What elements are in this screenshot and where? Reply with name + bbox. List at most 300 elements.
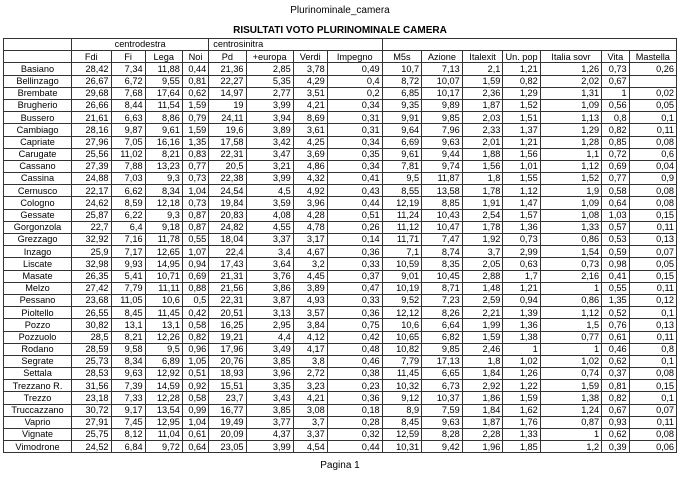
value-cell: 1,88 xyxy=(462,148,503,160)
value-cell: 6,63 xyxy=(111,112,145,124)
value-cell: 1,12 xyxy=(540,307,601,319)
value-cell: 8,86 xyxy=(145,112,182,124)
value-cell: 0,93 xyxy=(602,416,629,428)
value-cell: 11,54 xyxy=(145,99,182,111)
value-cell: 3,78 xyxy=(293,63,327,75)
value-cell: 1,96 xyxy=(462,441,503,453)
value-cell: 1,78 xyxy=(462,221,503,233)
value-cell: 2,88 xyxy=(462,270,503,282)
value-cell: 0,37 xyxy=(602,368,629,380)
column-header: Impegno xyxy=(327,51,382,63)
value-cell: 0,79 xyxy=(182,112,208,124)
comune-name-cell: Bellinzago xyxy=(4,75,72,87)
value-cell: 27,39 xyxy=(72,160,112,172)
value-cell: 4,32 xyxy=(293,173,327,185)
value-cell: 1,21 xyxy=(503,282,540,294)
value-cell: 20,83 xyxy=(209,209,246,221)
value-cell: 7,05 xyxy=(111,136,145,148)
value-cell: 1,52 xyxy=(503,99,540,111)
value-cell: 3,61 xyxy=(293,124,327,136)
value-cell: 0,51 xyxy=(182,368,208,380)
comune-name-cell: Settala xyxy=(4,368,72,380)
value-cell: 22,4 xyxy=(209,246,246,258)
value-cell: 9,01 xyxy=(382,270,422,282)
value-cell: 0,73 xyxy=(182,173,208,185)
value-cell: 1,99 xyxy=(462,319,503,331)
value-cell: 0,38 xyxy=(327,368,382,380)
value-cell: 3,7 xyxy=(462,246,503,258)
value-cell: 0,67 xyxy=(602,75,629,87)
value-cell: 7,79 xyxy=(111,282,145,294)
value-cell: 2,1 xyxy=(462,63,503,75)
value-cell: 20,51 xyxy=(209,307,246,319)
value-cell: 7,03 xyxy=(111,173,145,185)
value-cell: 23,7 xyxy=(209,392,246,404)
comune-name-cell: Cologno xyxy=(4,197,72,209)
value-cell: 0,99 xyxy=(182,404,208,416)
value-cell: 9,89 xyxy=(422,99,463,111)
value-cell: 1,87 xyxy=(462,416,503,428)
value-cell: 25,87 xyxy=(72,209,112,221)
value-cell: 10,47 xyxy=(422,221,463,233)
value-cell: 0,11 xyxy=(629,124,676,136)
value-cell: 1,7 xyxy=(503,270,540,282)
table-row xyxy=(4,258,677,270)
value-cell: 0,12 xyxy=(629,294,676,306)
table-row xyxy=(4,173,677,185)
value-cell: 0,08 xyxy=(629,368,676,380)
value-cell: 4,4 xyxy=(246,331,293,343)
table-row xyxy=(4,392,677,404)
value-cell: 3,59 xyxy=(246,197,293,209)
value-cell: 2,46 xyxy=(462,343,503,355)
value-cell: 0,4 xyxy=(327,75,382,87)
comune-name-cell: Bussero xyxy=(4,112,72,124)
value-cell: 1,1 xyxy=(540,148,601,160)
value-cell: 1,57 xyxy=(503,209,540,221)
value-cell: 26,66 xyxy=(72,99,112,111)
table-body xyxy=(4,63,677,453)
value-cell: 1,5 xyxy=(540,319,601,331)
value-cell: 3,51 xyxy=(293,87,327,99)
table-header xyxy=(4,39,677,63)
table-row xyxy=(4,331,677,343)
value-cell: 0,59 xyxy=(602,246,629,258)
value-cell: 1,84 xyxy=(462,404,503,416)
comune-name-cell: Basiano xyxy=(4,63,72,75)
value-cell: 3,4 xyxy=(246,246,293,258)
value-cell: 0,98 xyxy=(602,258,629,270)
comune-name-cell: Masate xyxy=(4,270,72,282)
value-cell: 9,5 xyxy=(145,343,182,355)
value-cell: 1,29 xyxy=(540,124,601,136)
value-cell: 9,12 xyxy=(382,392,422,404)
value-cell: 3,37 xyxy=(293,429,327,441)
value-cell: 24,54 xyxy=(209,185,246,197)
value-cell: 7,13 xyxy=(422,63,463,75)
value-cell: 1,33 xyxy=(540,221,601,233)
value-cell: 10,7 xyxy=(382,63,422,75)
table-row xyxy=(4,99,677,111)
table-row xyxy=(4,319,677,331)
value-cell: 7,68 xyxy=(111,87,145,99)
value-cell: 1,09 xyxy=(540,197,601,209)
value-cell: 3,37 xyxy=(246,234,293,246)
value-cell: 6,72 xyxy=(111,75,145,87)
value-cell: 11,02 xyxy=(111,148,145,160)
value-cell: 1,59 xyxy=(182,124,208,136)
value-cell: 0,08 xyxy=(629,429,676,441)
comune-name-cell: Pozzuolo xyxy=(4,331,72,343)
value-cell: 23,05 xyxy=(209,441,246,453)
value-cell: 7,39 xyxy=(111,380,145,392)
comune-name-cell: Trezzano R. xyxy=(4,380,72,392)
value-cell: 3,23 xyxy=(293,380,327,392)
value-cell: 17,13 xyxy=(422,355,463,367)
value-cell: 1,85 xyxy=(503,441,540,453)
value-cell: 1 xyxy=(540,429,601,441)
value-cell: 0,5 xyxy=(182,294,208,306)
value-cell: 14,59 xyxy=(145,380,182,392)
value-cell: 0,8 xyxy=(602,112,629,124)
comune-name-cell: Trezzo xyxy=(4,392,72,404)
value-cell: 7,34 xyxy=(111,63,145,75)
value-cell: 2,72 xyxy=(293,368,327,380)
value-cell: 0,28 xyxy=(327,416,382,428)
value-cell: 0,62 xyxy=(602,429,629,441)
value-cell: 0,34 xyxy=(327,99,382,111)
value-cell: 19,49 xyxy=(209,416,246,428)
value-cell: 0,32 xyxy=(327,429,382,441)
table-row xyxy=(4,355,677,367)
value-cell: 0,36 xyxy=(327,392,382,404)
value-cell: 22,17 xyxy=(72,185,112,197)
value-cell: 0,11 xyxy=(629,416,676,428)
value-cell: 0,08 xyxy=(629,185,676,197)
value-cell: 26,55 xyxy=(72,307,112,319)
value-cell: 8,69 xyxy=(293,112,327,124)
value-cell: 0,33 xyxy=(327,294,382,306)
value-cell: 0,13 xyxy=(629,319,676,331)
comune-name-cell: Cambiago xyxy=(4,124,72,136)
value-cell: 13,54 xyxy=(145,404,182,416)
value-cell: 1,04 xyxy=(182,416,208,428)
value-cell: 0,41 xyxy=(602,270,629,282)
value-cell: 3,42 xyxy=(246,136,293,148)
value-cell: 8,74 xyxy=(422,246,463,258)
value-cell: 28,5 xyxy=(72,331,112,343)
table-row xyxy=(4,429,677,441)
value-cell: 0,92 xyxy=(182,380,208,392)
value-cell: 1,52 xyxy=(540,173,601,185)
comune-name-cell: Pozzo xyxy=(4,319,72,331)
value-cell: 20,09 xyxy=(209,429,246,441)
value-cell: 0,14 xyxy=(327,234,382,246)
table-row xyxy=(4,197,677,209)
value-cell: 2,99 xyxy=(503,246,540,258)
value-cell: 2,01 xyxy=(462,136,503,148)
table-row xyxy=(4,221,677,233)
value-cell: 10,19 xyxy=(382,282,422,294)
value-cell: 8,34 xyxy=(145,185,182,197)
value-cell: 0,77 xyxy=(540,331,601,343)
value-cell: 9,63 xyxy=(422,416,463,428)
value-cell: 17,58 xyxy=(209,136,246,148)
value-cell: 11,87 xyxy=(422,173,463,185)
value-cell: 25,9 xyxy=(72,246,112,258)
value-cell: 4,86 xyxy=(293,160,327,172)
column-header: Mastella xyxy=(629,51,676,63)
table-row xyxy=(4,63,677,75)
value-cell: 10,32 xyxy=(382,380,422,392)
value-cell: 21,31 xyxy=(209,270,246,282)
value-cell: 11,88 xyxy=(145,63,182,75)
value-cell: 21,56 xyxy=(209,282,246,294)
value-cell: 0,87 xyxy=(182,221,208,233)
value-cell: 22,31 xyxy=(209,148,246,160)
value-cell: 1,56 xyxy=(503,148,540,160)
value-cell: 3,89 xyxy=(246,124,293,136)
value-cell: 16,16 xyxy=(145,136,182,148)
comune-name-cell: Vimodrone xyxy=(4,441,72,453)
comune-name-cell: Cassano xyxy=(4,160,72,172)
value-cell: 1,04 xyxy=(182,185,208,197)
value-cell: 9,58 xyxy=(111,343,145,355)
value-cell: 0,46 xyxy=(602,343,629,355)
value-cell: 4,12 xyxy=(293,331,327,343)
value-cell: 1,8 xyxy=(462,355,503,367)
comune-name-cell: Liscate xyxy=(4,258,72,270)
value-cell: 4,78 xyxy=(293,221,327,233)
value-cell: 3,76 xyxy=(246,270,293,282)
value-cell: 0,88 xyxy=(182,282,208,294)
value-cell: 1,91 xyxy=(462,197,503,209)
value-cell: 1,9 xyxy=(540,185,601,197)
value-cell: 0,64 xyxy=(182,441,208,453)
value-cell: 0,77 xyxy=(602,173,629,185)
value-cell: 0,75 xyxy=(327,319,382,331)
value-cell: 1,86 xyxy=(462,392,503,404)
value-cell: 0,11 xyxy=(629,282,676,294)
value-cell: 3,43 xyxy=(246,392,293,404)
value-cell: 8,55 xyxy=(382,185,422,197)
value-cell: 9,87 xyxy=(111,124,145,136)
value-cell: 0,46 xyxy=(327,355,382,367)
comune-name-cell: Grezzago xyxy=(4,234,72,246)
column-header: Italexit xyxy=(462,51,503,63)
value-cell: 2,33 xyxy=(462,124,503,136)
value-cell: 1 xyxy=(503,343,540,355)
value-cell: 0,58 xyxy=(182,392,208,404)
value-cell: 0,05 xyxy=(629,258,676,270)
value-cell: 2,92 xyxy=(462,380,503,392)
value-cell: 18,04 xyxy=(209,234,246,246)
value-cell: 15,51 xyxy=(209,380,246,392)
value-cell: 10,45 xyxy=(422,270,463,282)
value-cell: 0,44 xyxy=(327,441,382,453)
comune-name-cell: Vaprio xyxy=(4,416,72,428)
value-cell: 1,84 xyxy=(462,368,503,380)
value-cell: 10,31 xyxy=(382,441,422,453)
table-row xyxy=(4,404,677,416)
value-cell: 13,58 xyxy=(422,185,463,197)
value-cell: 0,53 xyxy=(602,234,629,246)
value-cell: 9,85 xyxy=(422,343,463,355)
value-cell: 1,39 xyxy=(503,307,540,319)
value-cell: 1,35 xyxy=(602,294,629,306)
value-cell: 0,55 xyxy=(182,234,208,246)
value-cell: 25,56 xyxy=(72,148,112,160)
value-cell: 7,16 xyxy=(111,234,145,246)
value-cell: 8,21 xyxy=(111,331,145,343)
value-cell: 24,11 xyxy=(209,112,246,124)
value-cell: 0,48 xyxy=(327,343,382,355)
value-cell: 0,77 xyxy=(182,160,208,172)
value-cell: 0,94 xyxy=(182,258,208,270)
value-cell: 7,45 xyxy=(111,416,145,428)
value-cell: 10,6 xyxy=(382,319,422,331)
value-cell: 6,85 xyxy=(382,87,422,99)
value-cell: 11,04 xyxy=(145,429,182,441)
value-cell: 0,9 xyxy=(629,173,676,185)
value-cell: 1,12 xyxy=(540,160,601,172)
value-cell: 25,75 xyxy=(72,429,112,441)
value-cell: 8,9 xyxy=(382,404,422,416)
value-cell: 4,21 xyxy=(293,99,327,111)
value-cell: 0,31 xyxy=(327,112,382,124)
value-cell: 6,64 xyxy=(422,319,463,331)
value-cell: 3,21 xyxy=(246,160,293,172)
table-row xyxy=(4,368,677,380)
value-cell: 1 xyxy=(540,282,601,294)
value-cell: 4,93 xyxy=(293,294,327,306)
value-cell: 28,16 xyxy=(72,124,112,136)
value-cell: 0,1 xyxy=(629,112,676,124)
value-cell: 1 xyxy=(602,87,629,99)
value-cell: 0,82 xyxy=(182,331,208,343)
value-cell: 3,8 xyxy=(293,355,327,367)
table-title: RISULTATI VOTO PLURINOMINALE CAMERA xyxy=(233,25,447,36)
comune-name-cell: Melzo xyxy=(4,282,72,294)
value-cell: 6,4 xyxy=(111,221,145,233)
value-cell: 17,96 xyxy=(209,343,246,355)
value-cell: 7,17 xyxy=(111,246,145,258)
value-cell: 3,94 xyxy=(246,112,293,124)
value-cell: 4,37 xyxy=(246,429,293,441)
value-cell: 0,42 xyxy=(182,307,208,319)
value-cell: 0,76 xyxy=(602,319,629,331)
comune-name-cell: Gorgonzola xyxy=(4,221,72,233)
value-cell: 17,43 xyxy=(209,258,246,270)
value-cell: 28,59 xyxy=(72,343,112,355)
value-cell: 6,73 xyxy=(422,380,463,392)
value-cell: 2,02 xyxy=(540,75,601,87)
value-cell: 0,41 xyxy=(327,173,382,185)
column-header: Noi xyxy=(182,51,208,63)
value-cell: 3,87 xyxy=(246,294,293,306)
value-cell: 0,8 xyxy=(629,343,676,355)
value-cell: 9,72 xyxy=(145,441,182,453)
value-cell: 11,12 xyxy=(382,221,422,233)
value-cell: 14,95 xyxy=(145,258,182,270)
value-cell: 0,26 xyxy=(629,63,676,75)
value-cell: 3,7 xyxy=(293,416,327,428)
value-cell: 0,51 xyxy=(327,209,382,221)
value-cell: 2,28 xyxy=(462,429,503,441)
value-cell: 0,73 xyxy=(602,63,629,75)
value-cell: 19,84 xyxy=(209,197,246,209)
comune-name-cell: Carugate xyxy=(4,148,72,160)
value-cell: 0,69 xyxy=(182,270,208,282)
value-cell: 1,02 xyxy=(540,355,601,367)
value-cell: 0,64 xyxy=(602,197,629,209)
value-cell: 0,05 xyxy=(629,99,676,111)
value-cell: 0,86 xyxy=(540,234,601,246)
column-header: Pd xyxy=(209,51,246,63)
value-cell: 3,84 xyxy=(293,319,327,331)
value-cell: 0,52 xyxy=(602,307,629,319)
value-cell: 0,49 xyxy=(327,63,382,75)
value-cell: 0,62 xyxy=(182,87,208,99)
value-cell: 3,96 xyxy=(293,197,327,209)
value-cell: 0,6 xyxy=(629,148,676,160)
table-row xyxy=(4,124,677,136)
value-cell: 9,63 xyxy=(422,136,463,148)
value-cell: 1,26 xyxy=(503,368,540,380)
value-cell: 0,1 xyxy=(629,355,676,367)
value-cell: 1,05 xyxy=(182,355,208,367)
value-cell: 1,28 xyxy=(540,136,601,148)
value-cell: 0,55 xyxy=(602,282,629,294)
value-cell: 9,55 xyxy=(145,75,182,87)
table-row xyxy=(4,282,677,294)
value-cell: 7,88 xyxy=(111,160,145,172)
value-cell: 0,56 xyxy=(602,99,629,111)
value-cell: 16,25 xyxy=(209,319,246,331)
value-cell: 8,26 xyxy=(422,307,463,319)
value-cell: 5,35 xyxy=(246,75,293,87)
table-row xyxy=(4,270,677,282)
value-cell: 0,96 xyxy=(182,343,208,355)
value-cell: 9,42 xyxy=(422,441,463,453)
value-cell: 0,58 xyxy=(182,319,208,331)
comune-name-cell: Gessate xyxy=(4,209,72,221)
value-cell: 1,07 xyxy=(182,246,208,258)
value-cell: 30,72 xyxy=(72,404,112,416)
value-cell: 4,21 xyxy=(293,392,327,404)
value-cell: 6,65 xyxy=(422,368,463,380)
value-cell: 0,81 xyxy=(602,380,629,392)
value-cell: 0,72 xyxy=(602,148,629,160)
header-spacer xyxy=(4,39,72,51)
value-cell: 0,61 xyxy=(602,331,629,343)
value-cell: 12,95 xyxy=(145,416,182,428)
value-cell: 0,02 xyxy=(629,87,676,99)
comune-name-cell: Cernusco xyxy=(4,185,72,197)
value-cell: 3,08 xyxy=(293,404,327,416)
value-cell: 9,44 xyxy=(422,148,463,160)
column-header: Un. pop xyxy=(503,51,540,63)
value-cell: 2,85 xyxy=(246,63,293,75)
value-cell: 24,62 xyxy=(72,197,112,209)
value-cell: 19,6 xyxy=(209,124,246,136)
column-header: Vita xyxy=(602,51,629,63)
value-cell: 24,88 xyxy=(72,173,112,185)
value-cell: 4,28 xyxy=(293,209,327,221)
value-cell: 1,24 xyxy=(540,404,601,416)
value-cell: 32,98 xyxy=(72,258,112,270)
value-cell: 0,44 xyxy=(182,63,208,75)
